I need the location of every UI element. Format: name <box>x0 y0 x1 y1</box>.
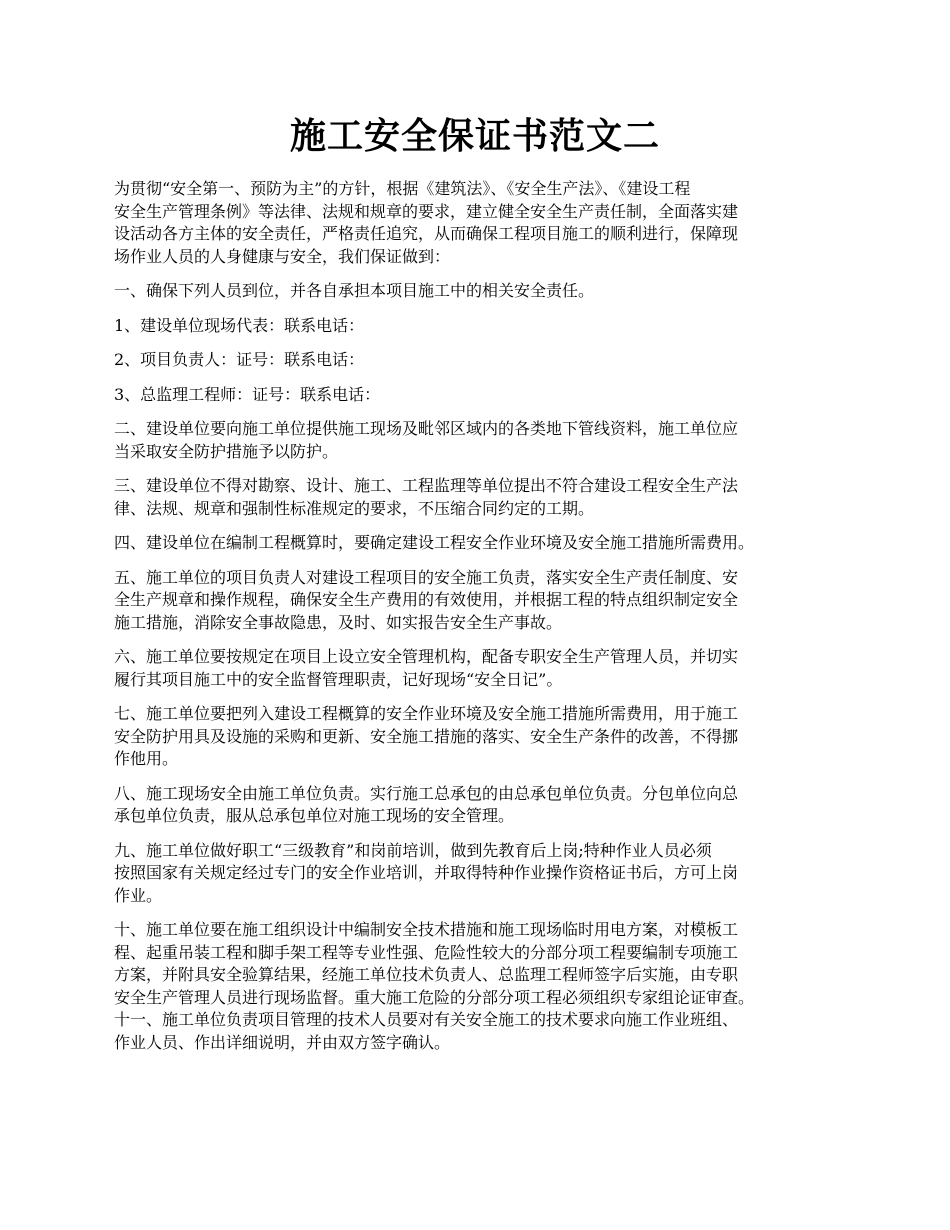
document-paragraph <box>114 349 842 372</box>
document-paragraph <box>114 384 842 407</box>
document-paragraph <box>114 532 842 555</box>
document-paragraph <box>114 840 842 908</box>
paragraph-line: 一、确保下列人员到位，并各自承担本项目施工中的相关安全责任。 <box>114 281 595 300</box>
document-paragraph <box>114 703 842 771</box>
document-paragraph <box>114 567 842 635</box>
paragraph-line: 十、施工单位要在施工组织设计中编制安全技术措施和施工现场临时用电方案，对模板工 <box>114 920 739 939</box>
paragraph-line: 程、起重吊装工程和脚手架工程等专业性强、危险性较大的分部分项工程要编制专项施工 <box>114 942 739 962</box>
paragraph-line: 1、建设单位现场代表：联系电话： <box>114 315 365 335</box>
paragraph-line: 当采取安全防护措施予以防护。 <box>114 441 339 461</box>
paragraph-line: 安全防护用具及设施的采购和更新、安全施工措施的落实、安全生产条件的改善，不得挪 <box>114 726 739 746</box>
paragraph-line: 六、施工单位要按规定在项目上设立安全管理机构，配备专职安全生产管理人员，并切实 <box>114 647 739 666</box>
paragraph-line: 履行其项目施工中的安全监督管理职责，记好现场“安全日记”。 <box>114 669 563 689</box>
paragraph-line: 方案，并附具安全验算结果，经施工单位技术负责人、总监理工程师签字后实施，由专职 <box>114 965 739 984</box>
document-paragraph <box>114 646 842 691</box>
paragraph-line: 按照国家有关规定经过专门的安全作业培训，并取得特种作业操作资格证书后，方可上岗 <box>114 863 739 882</box>
document-paragraph <box>114 315 842 338</box>
paragraph-line: 作业。 <box>114 885 163 905</box>
document-paragraph <box>114 783 842 828</box>
paragraph-line: 作业人员、作出详细说明，并由双方签字确认。 <box>114 1032 451 1052</box>
paragraph-line: 十一、施工单位负责项目管理的技术人员要对有关安全施工的技术要求向施工作业班组、 <box>114 1010 739 1029</box>
paragraph-line: 安全生产管理人员进行现场监督。重大施工危险的分部分项工程必须组织专家组论证审查。 <box>114 987 755 1007</box>
document-paragraph <box>114 1009 842 1054</box>
document-paragraph <box>114 475 842 520</box>
paragraph-line: 五、施工单位的项目负责人对建设工程项目的安全施工负责，落实安全生产责任制度、安 <box>114 567 739 587</box>
paragraph-line: 三、建设单位不得对勘察、设计、施工、工程监理等单位提出不符合建设工程安全生产法 <box>114 476 739 495</box>
paragraph-line: 七、施工单位要把列入建设工程概算的安全作业环境及安全施工措施所需费用，用于施工 <box>114 704 739 723</box>
document-body <box>114 178 842 1066</box>
paragraph-line: 八、施工现场安全由施工单位负责。实行施工总承包的由总承包单位负责。分包单位向总 <box>114 783 739 803</box>
paragraph-line: 施工措施，消除安全事故隐患，及时、如实报告安全生产事故。 <box>114 612 563 632</box>
document-paragraph <box>114 919 842 1009</box>
paragraph-line: 四、建设单位在编制工程概算时，要确定建设工程安全作业环境及安全施工措施所需费用。 <box>114 533 755 552</box>
paragraph-line: 承包单位负责，服从总承包单位对施工现场的安全管理。 <box>114 806 515 825</box>
paragraph-line: 作他用。 <box>114 749 179 768</box>
paragraph-line: 九、施工单位做好职工“三级教育”和岗前培训，做到先教育后上岗;特种作业人员必须 <box>114 840 712 860</box>
paragraph-line: 2、项目负责人：证号：联系电话： <box>114 350 365 369</box>
paragraph-line: 安全生产管理条例》等法律、法规和规章的要求，建立健全安全生产责任制，全面落实建 <box>114 201 739 221</box>
paragraph-line: 律、法规、规章和强制性标准规定的要求，不压缩合同约定的工期。 <box>114 498 595 518</box>
paragraph-line: 设活动各方主体的安全责任，严格责任追究，从而确保工程项目施工的顺利进行，保障现 <box>114 224 739 243</box>
document-paragraph <box>114 418 842 463</box>
document-title: 施工安全保证书范文二 <box>289 115 660 157</box>
paragraph-line: 二、建设单位要向施工单位提供施工现场及毗邻区域内的各类地下管线资料，施工单位应 <box>114 419 739 438</box>
paragraph-line: 为贯彻“安全第一、预防为主”的方针，根据《建筑法》、《安全生产法》、《建设工程 <box>114 179 691 198</box>
document-paragraph <box>114 280 842 303</box>
paragraph-line: 全生产规章和操作规程，确保安全生产费用的有效使用，并根据工程的特点组织制定安全 <box>114 590 739 609</box>
document-paragraph <box>114 178 842 268</box>
paragraph-line: 场作业人员的人身健康与安全，我们保证做到： <box>114 246 451 266</box>
paragraph-line: 3、总监理工程师：证号：联系电话： <box>114 384 381 404</box>
